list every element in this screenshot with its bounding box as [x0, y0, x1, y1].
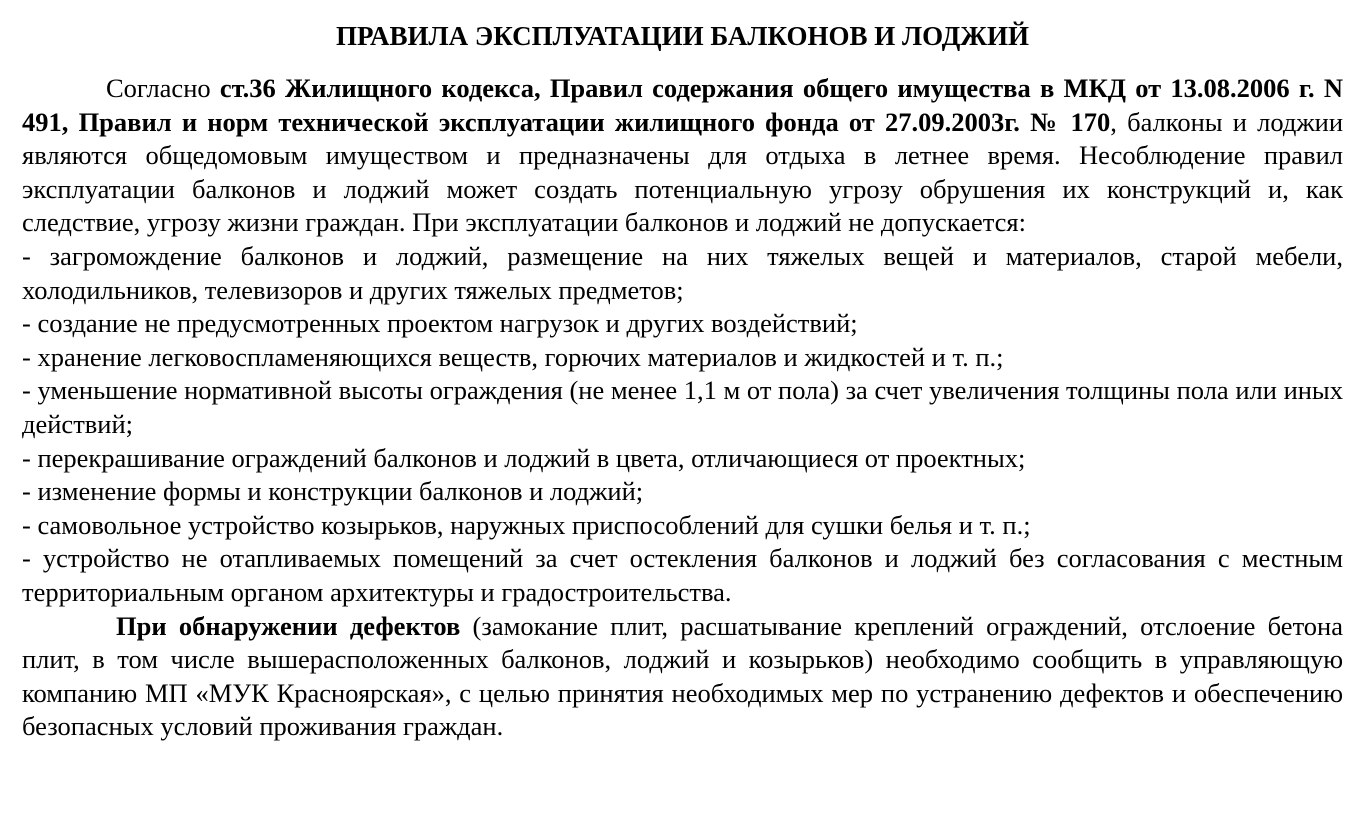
intro-lead: Согласно [106, 73, 220, 103]
list-item: - перекрашивание ограждений балконов и лоджий в цвета, отличающиеся от проектных; [22, 442, 1026, 473]
defects-heading: При обнаружении дефектов [116, 610, 461, 641]
defects-paragraph [22, 610, 1343, 744]
intro-legal-references: ст.36 Жилищного кодекса, Правил содержания общего имущества в МКД от 13.08.2006 г. N 491, Правил и норм технической эксплуатации жилищного фонда от 27.09.2003г. № 170 [22, 73, 1343, 137]
list-item: - загромождение балконов и лоджий, размещение на них тяжелых вещей и материалов, старой мебели, холодильников, телевизоров и других тяжелых предметов; [22, 240, 1343, 305]
defects-text: (замокание плит, расшатывание креплений ограждений, отслоение бетона плит, в том числе вышерасположенных балконов, лоджий и козырьков) необходимо сообщить в управляющую компанию МП «МУК Красноярская», с целью принятия необходимых мер по устранению дефектов и обеспечению безопасных условий проживания граждан. [22, 610, 1343, 742]
prohibitions-list [22, 240, 1343, 610]
list-item: - самовольное устройство козырьков, наружных приспособлений для сушки белья и т. п.; [22, 509, 1031, 540]
list-item: - устройство не отапливаемых помещений за счет остекления балконов и лоджий без согласования с местным территориальным органом архитектуры и градостроительства. [22, 543, 1343, 607]
list-item: - создание не предусмотренных проектом нагрузок и других воздействий; [22, 308, 858, 339]
page-title: ПРАВИЛА ЭКСПЛУАТАЦИИ БАЛКОНОВ И ЛОДЖИЙ [335, 21, 1030, 51]
intro-paragraph [22, 72, 1343, 240]
intro-text: , балконы и лоджии являются общедомовым имуществом и предназначены для отдыха в летнее время. Несоблюдение правил эксплуатации балконов и лоджий может создать потенциальную угрозу обрушения их конструкций и, как следствие, угрозу жизни граждан. При эксплуатации балконов и лоджий не допускается: [22, 106, 1344, 238]
list-item: - уменьшение нормативной высоты ограждения (не менее 1,1 м от пола) за счет увеличения толщины пола или иных действий; [22, 375, 1343, 439]
list-item: - хранение легковоспламеняющихся веществ, горючих материалов и жидкостей и т. п.; [22, 341, 1004, 372]
list-item: - изменение формы и конструкции балконов и лоджий; [22, 476, 644, 507]
